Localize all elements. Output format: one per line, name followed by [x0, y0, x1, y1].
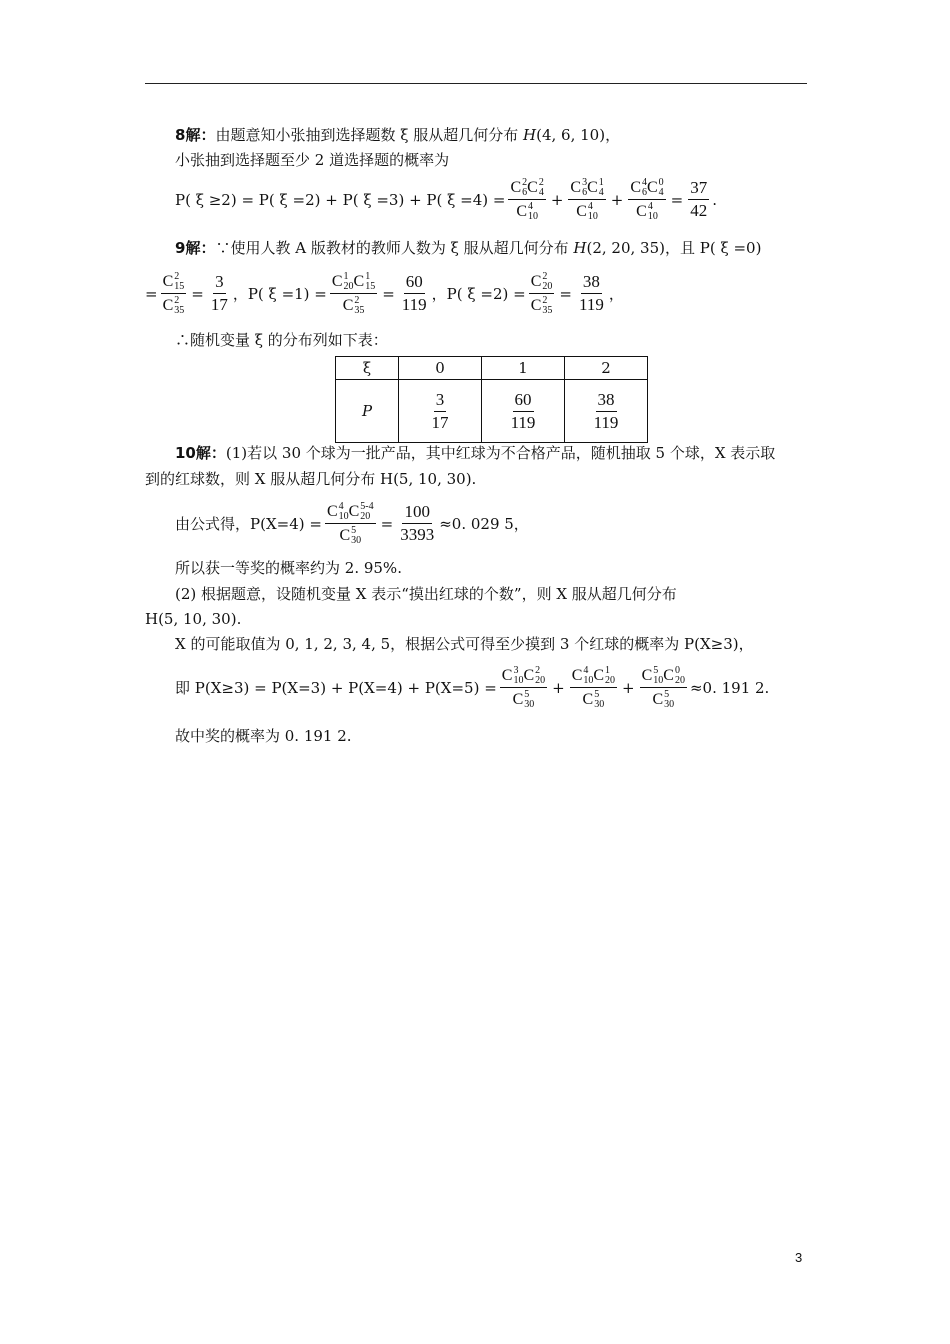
s8-frac2: C 3 6 C 1 4 C 4 10 — [570, 177, 604, 222]
page-number: 3 — [795, 1250, 803, 1265]
s10-line1 — [175, 443, 775, 463]
s9-p1-result: $\frac{60}{119}$ — [401, 272, 427, 314]
s8-number: 8 — [175, 126, 186, 144]
s8-jie: 解： — [185, 126, 216, 144]
s9-dist-intro: ∴随机变量 ξ 的分布列如下表： — [175, 331, 388, 349]
table-cell: $\frac{38}{119}$ — [565, 380, 648, 443]
s9-p0-result: $\frac{3}{17}$ — [210, 272, 228, 314]
s10-jie: 解： — [195, 444, 226, 462]
s9-p2-result: $\frac{38}{119}$ — [578, 272, 604, 314]
s8-frac1: C 2 6 C 2 4 C 4 10 — [510, 177, 544, 222]
s10-eq1-result: $\frac{100}{3393}$ — [400, 502, 435, 544]
s9-p2-frac: C 2 20 C 2 35 — [530, 271, 553, 316]
s8-H: H — [523, 126, 537, 144]
s9-jie: 解： — [185, 239, 216, 257]
s8-text1: 由题意知小张抽到选择题数 ξ 服从超几何分布 — [215, 126, 524, 144]
s8-eq-lhs: P( ξ ≥2) = P( ξ =2) + P( ξ =3) + P( ξ =4) = — [175, 190, 506, 209]
s10-eq2-frac-b: C 4 10 C 1 20 C 5 30 — [571, 665, 616, 710]
s10-equation2: 即 P(X≥3) = P(X=3) + P(X=4) + P(X=5) = C 3 10 C 2 20 C 5 30 + C 4 10 C 1 20 C 5 30 + C 5 10 C 0 20 C 5 30 ≈0. 191 2. — [175, 665, 770, 710]
s10-eq2-frac-a: C 3 10 C 2 20 C 5 30 — [501, 665, 546, 710]
table-cell: $\frac{3}{17}$ — [399, 380, 482, 443]
table-row — [336, 357, 648, 380]
s10-line6: H(5, 10, 30). — [145, 610, 242, 628]
s8-frac3: C 4 6 C 0 4 C 4 10 — [630, 177, 664, 222]
s10-number: 10 — [175, 444, 196, 462]
table-cell: 0 — [399, 357, 482, 380]
s8-line2: 小张抽到选择题至少 2 道选择题的概率为 — [175, 151, 450, 169]
table-cell: P — [336, 380, 399, 443]
s8-text2: (4, 6, 10)， — [536, 126, 621, 144]
table-cell: ξ — [336, 357, 399, 380]
table-cell: 1 — [482, 357, 565, 380]
s9-number: 9 — [175, 239, 186, 257]
s10-line5: (2) 根据题意，设随机变量 X 表示“摸出红球的个数”，则 X 服从超几何分布 — [175, 585, 677, 603]
table-cell: 2 — [565, 357, 648, 380]
s9-p0-frac: C 2 15 C 2 35 — [162, 271, 185, 316]
table-row — [336, 380, 648, 443]
s9-equation: = C 2 15 C 2 35 = $\frac{3}{17}$ ，P( ξ =1) = C 1 20 C 1 15 C 2 35 = $\frac{60}{119}$ ，P( ξ =2) = C 2 20 C 2 35 = $\frac{38}{119}$ ， — [145, 271, 624, 316]
s10-eq2-frac-c: C 5 10 C 0 20 C 5 30 — [641, 665, 685, 710]
distribution-table — [335, 356, 648, 443]
s9-line1 — [175, 238, 761, 258]
s10-line2: 到的红球数，则 X 服从超几何分布 H(5, 10, 30). — [145, 470, 477, 488]
s10-text1: (1)若以 30 个球为一批产品，其中红球为不合格产品，随机抽取 5 个球，X 表示取 — [225, 444, 776, 462]
header-rule — [145, 83, 807, 84]
s10-eq1-frac: C 4 10 C 5-4 20 C 5 30 — [326, 501, 374, 546]
s8-equation: P( ξ ≥2) = P( ξ =2) + P( ξ =3) + P( ξ =4) = C 2 6 C 2 4 C 4 10 + C 3 6 C 1 4 C 4 10 + C 4 6 C 0 4 C 4 10 = $\frac{37}{42}$ . — [175, 177, 718, 222]
s9-p1-frac: C 1 20 C 1 15 C 2 35 — [331, 271, 376, 316]
s10-line9: 故中奖的概率为 0. 191 2. — [175, 727, 352, 745]
s10-equation1: 由公式得，P(X=4) = C 4 10 C 5-4 20 C 5 30 = $\frac{100}{3393}$ ≈0. 029 5， — [175, 501, 529, 546]
s9-text1: ∵使用人教 A 版教材的教师人数为 ξ 服从超几何分布 — [215, 239, 574, 257]
s8-result: $\frac{37}{42}$ — [690, 178, 708, 220]
s9-text2: (2, 20, 35)，且 P( ξ =0) — [586, 239, 762, 257]
s8-line1 — [175, 125, 620, 145]
s10-line4: 所以获一等奖的概率约为 2. 95%. — [175, 559, 402, 577]
s9-H: H — [573, 239, 587, 257]
s10-line7: X 的可能取值为 0, 1, 2, 3, 4, 5，根据公式可得至少摸到 3 个红球的概率为 P(X≥3)， — [175, 635, 754, 653]
table-cell: $\frac{60}{119}$ — [482, 380, 565, 443]
